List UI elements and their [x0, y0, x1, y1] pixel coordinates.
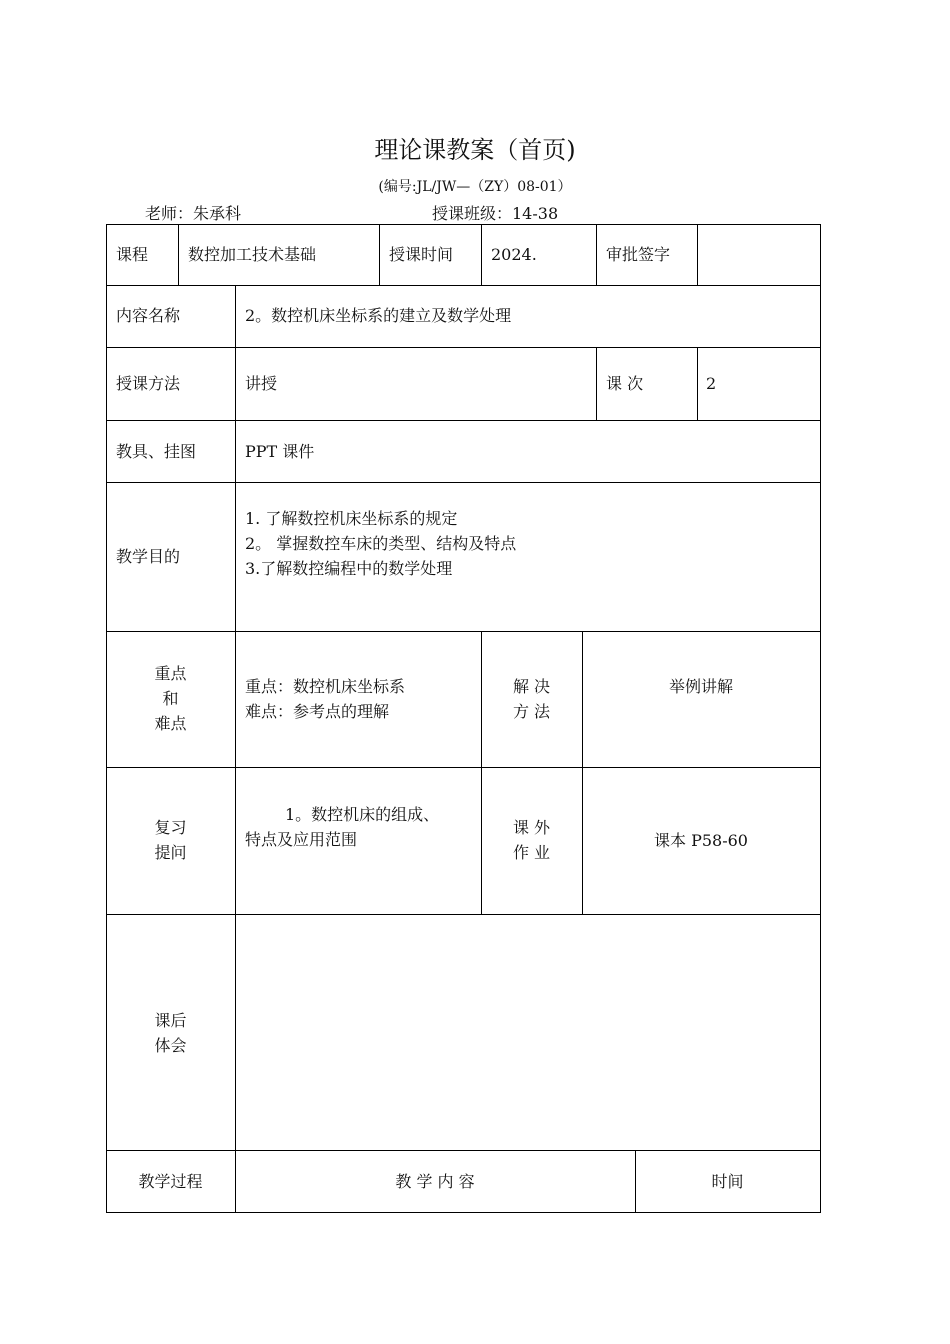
review-label-line: 提问	[154, 843, 187, 862]
table-border	[106, 1150, 821, 1151]
homework-label-line: 作 业	[512, 843, 551, 862]
table-border	[106, 1212, 821, 1213]
session-value: 2	[706, 374, 717, 393]
class-number: 授课班级：14-38	[432, 204, 559, 223]
time-label: 授课时间	[389, 245, 454, 264]
review-label	[106, 815, 235, 865]
key-point: 难点：参考点的理解	[245, 702, 390, 721]
table-border	[106, 420, 821, 421]
content-label: 内容名称	[116, 306, 181, 325]
table-border	[235, 285, 236, 1213]
tools-value: PPT 课件	[245, 442, 315, 461]
solve-label-line: 解 决	[512, 677, 551, 696]
review-label-line: 复习	[154, 818, 187, 837]
process-label: 教学过程	[138, 1172, 203, 1191]
table-border	[106, 224, 821, 225]
table-border	[379, 224, 380, 285]
table-border	[820, 224, 821, 1213]
solve-label-line: 方 法	[512, 702, 551, 721]
goal-item: 3.了解数控编程中的数学处理	[245, 559, 453, 578]
solve-value: 举例讲解	[668, 677, 733, 696]
course-value: 数控加工技术基础	[188, 245, 317, 264]
reflection-label-line: 课后	[154, 1011, 187, 1030]
key-label	[106, 661, 235, 736]
table-border	[596, 224, 597, 285]
tools-label: 教具、挂图	[116, 442, 197, 461]
reflection-label-line: 体会	[154, 1036, 187, 1055]
homework-value: 课本 P58-60	[654, 831, 748, 850]
teacher-name: 老师：朱承科	[145, 204, 242, 223]
goal-list	[245, 506, 516, 581]
key-point: 重点：数控机床坐标系	[245, 677, 406, 696]
table-border	[596, 347, 597, 420]
key-points	[245, 674, 405, 724]
review-line: 特点及应用范围	[245, 830, 358, 849]
course-label: 课程	[116, 245, 149, 264]
key-label-line: 重点	[154, 664, 187, 683]
content-value: 2。数控机床坐标系的建立及数学处理	[245, 306, 512, 325]
goal-label: 教学目的	[116, 547, 181, 566]
table-border	[697, 347, 698, 420]
table-border	[106, 767, 821, 768]
table-border	[106, 914, 821, 915]
method-value: 讲授	[245, 374, 278, 393]
goal-item: 2。 掌握数控车床的类型、结构及特点	[245, 534, 517, 553]
goal-item: 1. 了解数控机床坐标系的规定	[245, 509, 458, 528]
review-line: 1。数控机床的组成、	[285, 805, 440, 824]
document-code: (编号:JL/JW—（ZY）08-01）	[378, 179, 572, 195]
page-title: 理论课教案（首页)	[374, 136, 576, 164]
content-header: 教 学 内 容	[395, 1172, 475, 1191]
homework-label-line: 课 外	[512, 818, 551, 837]
time-value: 2024.	[491, 245, 537, 264]
key-label-line: 和	[162, 689, 179, 708]
table-border	[106, 482, 821, 483]
approve-label: 审批签字	[606, 245, 671, 264]
reflection-label	[106, 1008, 235, 1058]
homework-label	[481, 815, 582, 865]
key-label-line: 难点	[154, 714, 187, 733]
time-header: 时间	[711, 1172, 744, 1191]
table-border	[178, 224, 179, 285]
table-border	[106, 347, 821, 348]
table-border	[697, 224, 698, 285]
table-border	[481, 224, 482, 285]
review-value	[245, 802, 439, 852]
table-border	[106, 285, 821, 286]
table-border	[106, 631, 821, 632]
solve-label	[481, 674, 582, 724]
method-label: 授课方法	[116, 374, 181, 393]
session-label: 课 次	[606, 374, 644, 393]
